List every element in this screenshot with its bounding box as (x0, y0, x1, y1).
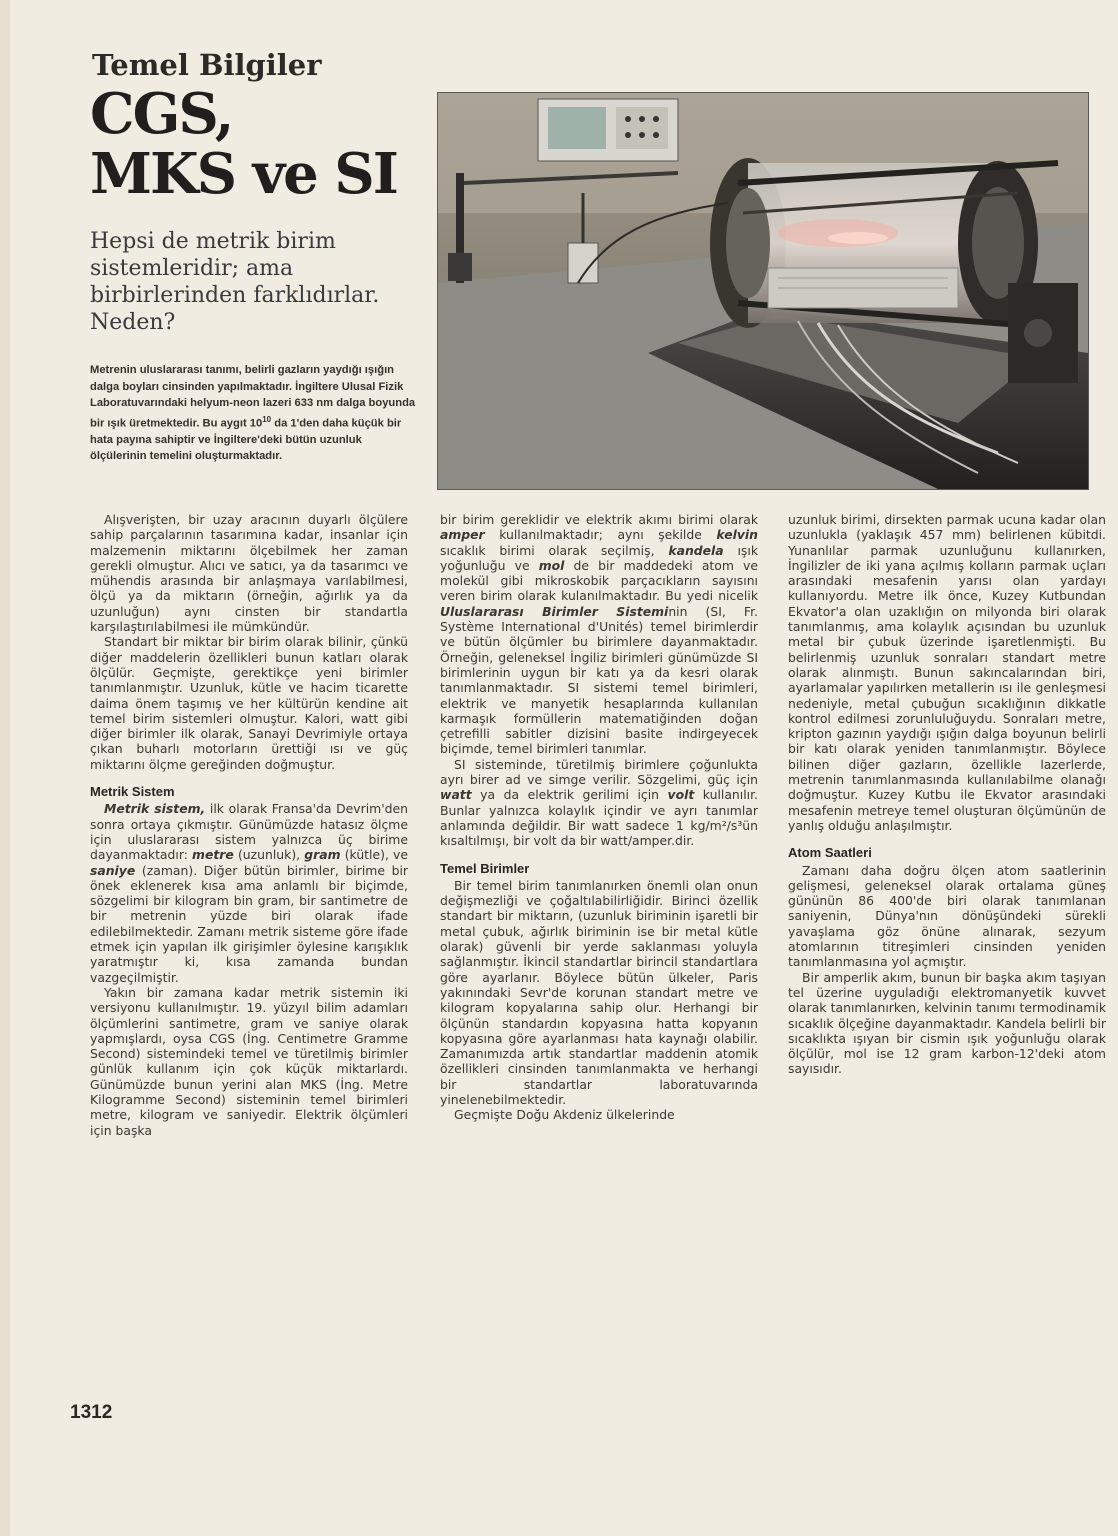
text-column-1 (90, 512, 408, 1138)
laser-apparatus-photo (437, 92, 1089, 490)
page-number: 1312 (70, 1402, 113, 1423)
text-column-3 (788, 512, 1106, 1077)
paragraph: Alışverişten, bir uzay aracının duyarlı ölçülere sahip parçalarının tasarımına kadar, insanlar için malzemenin miktarını ölçebilmek her zaman gerekli olmuştur. Alıcı ve satıcı, ya da tasarımcı ve mühendis arasında bir anlaşmaya varılabilmesi, ölçü ya da miktarın (örneğin, ağırlık ya da uzunluğun) aynı cinsten bir standartla karşılaştırılabilmesi ile mümkündür. (90, 512, 408, 635)
paragraph: Standart bir miktar bir birim olarak bilinir, çünkü diğer maddelerin özellikleri bunun katları olarak ölçülür. Geçmişte, gerektikçe yeni birimler tanımlanmıştır. Uzunluk, kütle ve hacim ticarette daima önem taşımış ve her kültürün kendine ait temel birim sistemleri olmuştur. Kalori, watt gibi diğer birimler ilk olarak, Sanayi Devrimiyle ortaya çıkan buharlı motorların ürettiği ısı ve güç miktarını ölçme gereğinden doğmuştur. (90, 634, 408, 772)
section-heading-temel-birimler: Temel Birimler (440, 860, 530, 876)
paragraph: Geçmişte Doğu Akdeniz ülkelerinde (454, 1107, 675, 1123)
title-line-2: MKS ve SI (90, 141, 397, 207)
article-subtitle: Hepsi de metrik birim sistemleridir; ama birbirlerinden farklıdırlar. Neden? (90, 229, 380, 335)
paragraph: bir birim gereklidir ve elektrik akımı birimi olarak amper kullanılmaktadır; aynı şekilde kelvin sıcaklık birimi olarak seçilmiş, kandela ışık yoğunluğu ve mol de bir maddedeki atom ve molekül gibi mikroskobik parçacıkların sayısını veren birim olarak kulanılmaktadır. Bu yedi nicelik Uluslararası Birimler Sisteminin (SI, Fr. Système International d'Unités) temel birimlerdir ve bütün ölçümler bu birimlere dayanmaktadır. Örneğin, geleneksel İngiliz birimleri günümüzde SI birimlerinin uygun bir katı ya da kesri olarak tanımlanmaktadır. SI sistemi temel birimleri, elektrik ve manyetik hesaplarında kullanılan karmaşık formüllerin matematiğinden doğan çetrefilli sabitler dizisini basite indirgeyecek biçimde, temel birimleri tanımlar. (440, 512, 758, 757)
text-column-2 (440, 512, 758, 1123)
section-heading-metrik-sistem: Metrik Sistem (90, 784, 175, 800)
title-line-1: CGS, (90, 81, 233, 147)
paragraph: Bir temel birim tanımlanırken önemli olan onun değişmezliği ve çoğaltılabilirliğidir. Birinci özellik standart bir miktarın, (uzunluk biriminin işaretli bir metal çubuk, ağırlık biriminin ise bir metal kütle olarak) güvenli bir yerde saklanması yoluyla sağlanmıştır. İkincil standartlar birincil standartlara göre ayarlanır. Böylece bütün ülkeler, Paris yakınındaki Sevr'de korunan standart metre ve kilogram kopyalarına sahip olur. Herhangi bir ölçünün standardın kopyasına hatta kopyanın kopyasına göre ayarlanması hata kaynağı olabilir. Zamanımızda artık standartlar maddenin atomik özellikleri cinsinden tanımlanmakta ve herhangi bir standartlar laboratuvarında yinelenebilmektedir. (440, 877, 758, 1107)
article-title (90, 81, 397, 207)
section-heading-atom-saatleri: Atom Saatleri (788, 845, 872, 861)
paragraph: Yakın bir zamana kadar metrik sistemin iki versiyonu kullanılmıştır. 19. yüzyıl bilim adamları ölçümlerini santimetre, gram ve saniye olarak yapmışlardı, oysa CGS (İng. Centimetre Gramme Second) sistemindeki temel ve türetilmiş birimler günlük kullanım için çok küçük miktarlardı. Günümüzde bunun yerini alan MKS (İng. Metre Kilogramme Second) sisteminin temel birimleri metre, kilogram ve saniyedir. Elektrik ölçümleri için başka (90, 984, 408, 1138)
paragraph: Metrik sistem, ilk olarak Fransa'da Devrim'den sonra ortaya çıkmıştır. Günümüzde hatasız ölçme için uluslararası sistem yalnızca üç birime dayanmaktadır: metre (uzunluk), gram (kütle), ve saniye (zaman). Diğer bütün birimler, birime bir önek eklenerek kısa ama anlamlı bir biçimde, sözgelimi bir kilogram bin gram, bir santimetre de bir metrenin yüzde biri olarak ifade edilebilmektedir. Zamanı metrik sisteme göre ifade etmek için yapılan ilk girişimler öylesine karışıklık yaratmıştır ki, kısa zamanda bundan vazgeçilmiştir. (90, 801, 408, 985)
photo-caption: Metrenin uluslararası tanımı, belirli gazların yaydığı ışığın dalga boyları cinsinden yapılmaktadır. İngiltere Ulusal Fizik Laboratuvarındaki helyum-neon lazeri 633 nm dalga boyunda bir ışık üretmektedir. Bu aygıt $10^{10}$ da 1'den daha küçük bir hata payına sahiptir ve İngiltere'deki bütün uzunluk ölçülerinin temelini oluşturmaktadır. (90, 364, 416, 463)
paragraph: uzunluk birimi, dirsekten parmak ucuna kadar olan uzunlukla (yaklaşık 457 mm) belirlenen kübitdi. Yunanlılar parmak uzunluğunu kullanırken, İngilizler de iki yana açılmış kolların parmak uçları arasındaki mesafenin yarısı olan yardayı kullanıyordu. Metre ilk önce, Kuzey Kutbundan Ekvator'a olan uzaklığın on milyonda biri olarak tanımlanmış, ama kolaylık açısından bu uzunluk metal bir çubuk üzerinde işaretlenmişti. Bu belirlenmiş uzunluk sonraları standart metre olarak alınmıştı. Bunun sakıncalarından biri, ayarlamalar yapılırken metallerin ısı ile genleşmesi nedeniyle, metal çubuğun sıcaklığının dikkatle kontrol edilmesi zorunluluğuydu. Sonraları metre, kripton gazının yaydığı ışığın dalga boyunun belirli bir katı olarak yeniden tanımlanmıştır. Böylece bilinen diğer gazların, özellikle lazerlerde, metrenin tanımlanmasında kullanılabilme olanağı doğmuştur. Kuzey Kutbu ile Ekvator arasındaki mesafenin metreye temel oluşturan ölçümünün de yanlış olduğu anlaşılmıştır. (788, 512, 1106, 833)
paragraph: Bir amperlik akım, bunun bir başka akım taşıyan tel üzerine uyguladığı elektromanyetik kuvvet olarak tanımlanırken, kelvinin tanımı termodinamik sıcaklık ölçeğine dayanmaktadır. Kandela belirli bir sıcaklıkta ışıyan bir cismin ışık yoğunluğu olarak ölçülür, mol ise 12 gram karbon-12'deki atom sayısıdır. (788, 969, 1106, 1077)
page-edge (0, 0, 10, 1536)
section-kicker: Temel Bilgiler (92, 48, 322, 82)
paragraph: Zamanı daha doğru ölçen atom saatlerinin gelişmesi, geleneksel olarak ortalama güneş gününün 86 400'de biri olarak tanımlanan saniyenin, Dünya'nın dönüşündeki sürekli yavaşlama göz önüne alınarak, sezyum atomlarının titreşimleri cinsinden yeniden tanımlanmasına yol açmıştır. (788, 862, 1106, 970)
paragraph: SI sisteminde, türetilmiş birimlere çoğunlukta ayrı birer ad ve simge verilir. Sözgelimi, güç için watt ya da elektrik gerilimi için volt kullanılır. Bunlar yalnızca kolaylık içindir ve ayrı tanımlar anlamında değildir. Bir watt sadece 1 kg/m²/s³ün kısaltılmışı, bir volt da bir watt/amper.dir. (440, 756, 758, 849)
